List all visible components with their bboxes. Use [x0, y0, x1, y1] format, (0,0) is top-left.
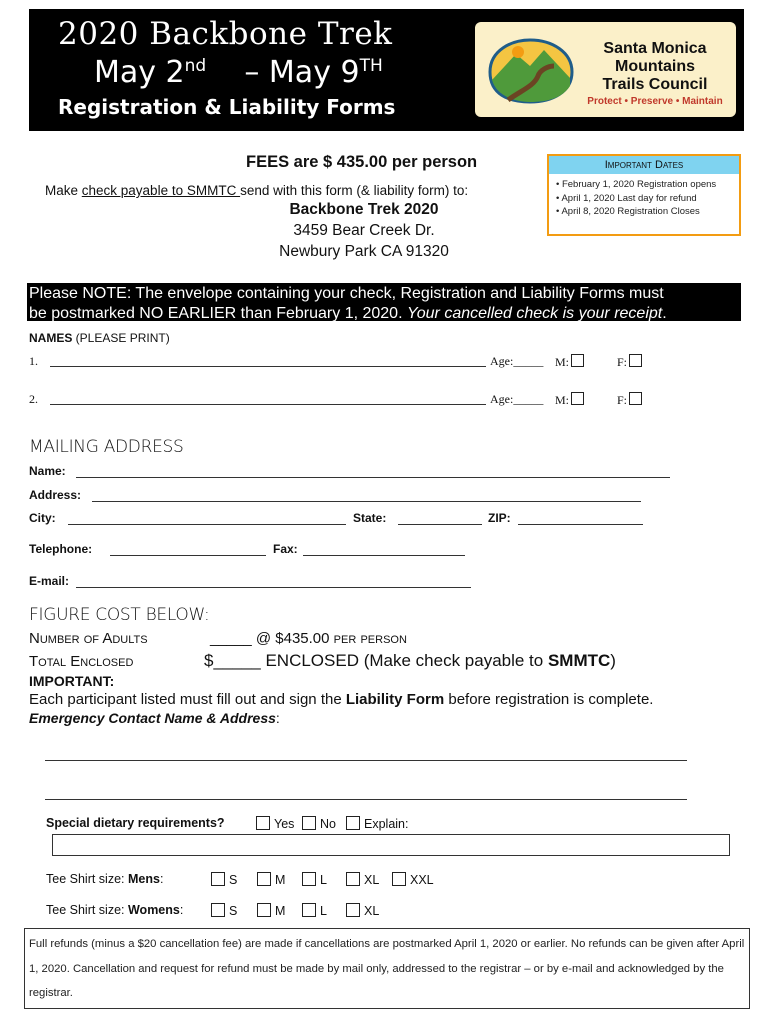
- mountain-trail-logo-icon: [482, 36, 578, 106]
- fax-field[interactable]: [303, 555, 465, 556]
- participant-2-name-field[interactable]: [50, 404, 486, 405]
- org-name: Santa Monica Mountains Trails Council: [602, 40, 708, 93]
- mailing-address-line-2: 3459 Bear Creek Dr.: [293, 222, 435, 239]
- important-label: IMPORTANT:: [29, 673, 115, 689]
- tee-womens-m[interactable]: M: [257, 903, 285, 918]
- fees-headline: FEES are $ 435.00 per person: [246, 153, 478, 171]
- adults-label: Number of Adults: [29, 630, 148, 647]
- participant-2-female: F:: [617, 392, 642, 408]
- mailing-address-line-3: Newbury Park CA 91320: [279, 243, 449, 260]
- telephone-field[interactable]: [110, 555, 266, 556]
- checkbox[interactable]: [392, 872, 406, 886]
- dietary-no[interactable]: No: [302, 816, 336, 831]
- male-checkbox[interactable]: [571, 392, 584, 405]
- liability-requirement: Each participant listed must fill out and sign the Liability Form before registration is complete.: [29, 691, 654, 708]
- event-dates: May 2nd – May 9TH: [94, 55, 383, 90]
- zip-label: ZIP:: [488, 511, 511, 525]
- list-item: • April 8, 2020 Registration Closes: [556, 206, 700, 217]
- names-label: NAMES (PLEASE PRINT): [29, 331, 170, 345]
- checkbox[interactable]: [257, 872, 271, 886]
- refund-policy-text: Full refunds (minus a $20 cancellation fee) are made if cancellations are postmarked April 1, 2020 or earlier. No refunds can be given after April 1, 2020. Cancellation and request for refund must be made by mail only, addressed to the registrar – or by e-mail and acknowledged by the registrar.: [29, 938, 745, 999]
- postmark-note-text: Please NOTE: The envelope containing your check, Registration and Liability Forms must be postmarked NO EARLIER than February 1, 2020. Your cancelled check is your receipt.: [29, 285, 667, 322]
- tee-mens-m[interactable]: M: [257, 872, 285, 887]
- checkbox[interactable]: [257, 903, 271, 917]
- address-label: Address:: [29, 488, 82, 502]
- dietary-yes[interactable]: Yes: [256, 816, 294, 831]
- tee-mens-xl[interactable]: XL: [346, 872, 379, 887]
- tee-mens-s[interactable]: S: [211, 872, 237, 887]
- tee-mens-label: Tee Shirt size: Mens:: [46, 872, 164, 886]
- name-label: Name:: [29, 464, 66, 478]
- list-item: • April 1, 2020 Last day for refund: [556, 192, 697, 204]
- telephone-label: Telephone:: [29, 542, 93, 556]
- name-field[interactable]: [76, 477, 670, 478]
- emergency-contact-label: Emergency Contact Name & Address:: [29, 710, 280, 726]
- email-field[interactable]: [76, 587, 471, 588]
- checkbox[interactable]: [302, 872, 316, 886]
- dietary-explain-field[interactable]: [52, 834, 730, 856]
- participant-1-name-field[interactable]: [50, 366, 486, 367]
- city-label: City:: [29, 511, 56, 525]
- adults-count-field[interactable]: _____ @ $435.00 per person: [210, 630, 407, 647]
- checkbox[interactable]: [302, 816, 316, 830]
- state-field[interactable]: [398, 524, 482, 525]
- tee-mens-l[interactable]: L: [302, 872, 327, 887]
- checkbox[interactable]: [346, 872, 360, 886]
- tee-mens-xxl[interactable]: XXL: [392, 872, 434, 887]
- participant-2-number: 2.: [29, 392, 38, 406]
- org-tagline: Protect • Preserve • Maintain: [587, 96, 723, 107]
- participant-1-male: M:: [555, 354, 584, 370]
- female-checkbox[interactable]: [629, 354, 642, 367]
- checkbox[interactable]: [346, 816, 360, 830]
- payment-instructions: Make check payable to SMMTC send with this form (& liability form) to:: [45, 183, 469, 198]
- important-dates-heading: Important Dates: [549, 156, 739, 174]
- checkbox[interactable]: [211, 903, 225, 917]
- checkbox[interactable]: [211, 872, 225, 886]
- dietary-explain[interactable]: Explain:: [346, 816, 408, 831]
- participant-2-age-field[interactable]: Age:_____: [490, 392, 544, 406]
- participant-1-female: F:: [617, 354, 642, 370]
- zip-field[interactable]: [518, 524, 643, 525]
- list-item: • February 1, 2020 Registration opens: [556, 179, 717, 190]
- female-checkbox[interactable]: [629, 392, 642, 405]
- participant-1-number: 1.: [29, 354, 38, 368]
- emergency-contact-field-2[interactable]: [45, 799, 687, 800]
- checkbox[interactable]: [346, 903, 360, 917]
- address-field[interactable]: [92, 501, 641, 502]
- mailing-address-line-1: Backbone Trek 2020: [289, 201, 439, 218]
- checkbox[interactable]: [256, 816, 270, 830]
- male-checkbox[interactable]: [571, 354, 584, 367]
- email-label: E-mail:: [29, 574, 70, 588]
- tee-womens-s[interactable]: S: [211, 903, 237, 918]
- city-field[interactable]: [68, 524, 346, 525]
- event-title: 2020 Backbone Trek: [58, 16, 393, 52]
- state-label: State:: [353, 511, 387, 525]
- emergency-contact-field-1[interactable]: [45, 760, 687, 761]
- checkbox[interactable]: [302, 903, 316, 917]
- participant-2-male: M:: [555, 392, 584, 408]
- total-enclosed-field[interactable]: $_____ ENCLOSED (Make check payable to SMMTC): [204, 651, 616, 670]
- participant-1-age-field[interactable]: Age:_____: [490, 354, 544, 368]
- tee-womens-l[interactable]: L: [302, 903, 327, 918]
- form-subtitle: Registration & Liability Forms: [58, 95, 396, 119]
- dietary-label: Special dietary requirements?: [46, 816, 225, 830]
- mailing-address-heading: MAILING ADDRESS: [29, 437, 184, 457]
- tee-womens-xl[interactable]: XL: [346, 903, 379, 918]
- tee-womens-label: Tee Shirt size: Womens:: [46, 903, 184, 917]
- total-enclosed-label: Total Enclosed: [29, 653, 134, 670]
- important-dates-list: [556, 178, 716, 219]
- fax-label: Fax:: [273, 542, 298, 556]
- figure-cost-heading: FIGURE COST BELOW:: [29, 605, 210, 625]
